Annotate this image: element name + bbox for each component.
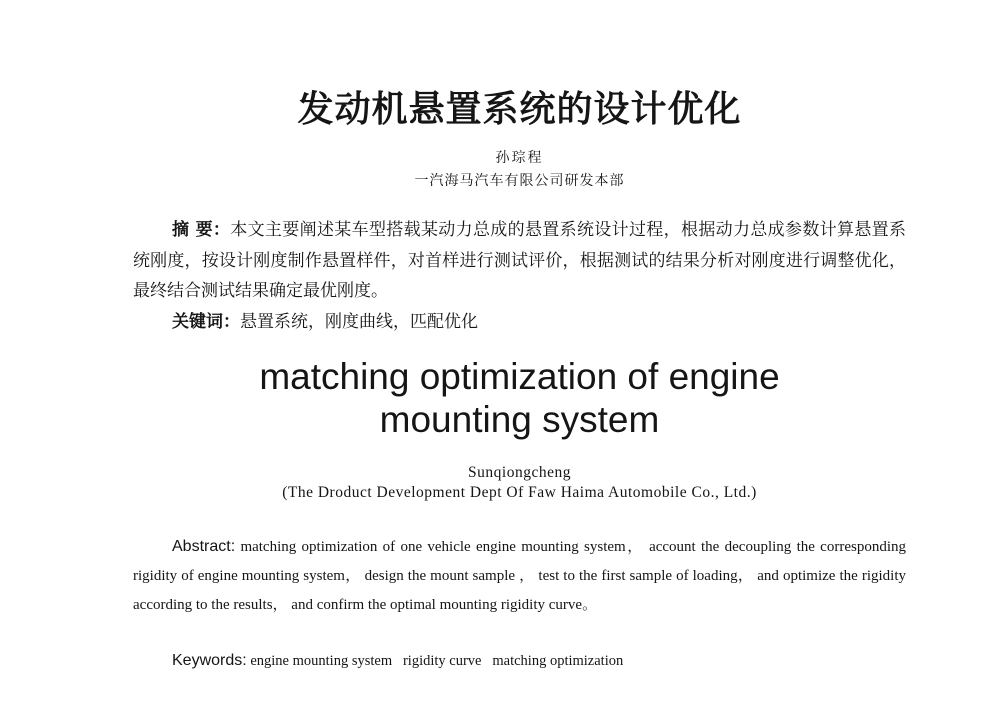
- paper-title-en-line1: matching optimization of engine: [259, 356, 780, 397]
- keywords-en: [133, 648, 906, 674]
- abstract-en-text: matching optimization of one vehicle engine mounting system， account the decoupling the corresponding rigidity of engine mounting system， design the mount sample ， test to the first sample of loading， and optimize the rigidity according to the results， and confirm the optimal mounting rigidity curve。: [133, 539, 906, 613]
- keywords-cn-text: 悬置系统，刚度曲线，匹配优化: [240, 312, 478, 332]
- author-name-en: Sunqiongcheng: [468, 464, 571, 481]
- abstract-cn-text: 本文主要阐述某车型搭载某动力总成的悬置系统设计过程，根据动力总成参数计算悬置系统刚度，按设计刚度制作悬置样件，对首样进行测试评价，根据测试的结果分析对刚度进行调整优化，最终结合测试结果确定最优刚度。: [133, 220, 907, 301]
- keywords-cn: [133, 307, 906, 337]
- abstract-en: [133, 532, 906, 620]
- abstract-cn-label: 摘 要：: [172, 220, 231, 240]
- keywords-en-label: Keywords:: [172, 652, 247, 669]
- abstract-cn: [133, 215, 906, 307]
- abstract-en-label: Abstract:: [172, 538, 236, 555]
- paper-title-cn: 发动机悬置系统的设计优化: [297, 89, 742, 130]
- keywords-cn-label: 关键词：: [172, 312, 240, 332]
- author-affiliation-cn: 一汽海马汽车有限公司研发本部: [414, 173, 625, 189]
- paper-title-en: [133, 355, 906, 441]
- author-name-cn: 孙琮程: [495, 150, 544, 166]
- paper-title-en-line2: mounting system: [379, 399, 660, 440]
- author-affiliation-en: (The Droduct Development Dept Of Faw Haima Automobile Co., Ltd.): [282, 484, 757, 501]
- keywords-en-text: engine mounting system rigidity curve matching optimization: [250, 653, 624, 669]
